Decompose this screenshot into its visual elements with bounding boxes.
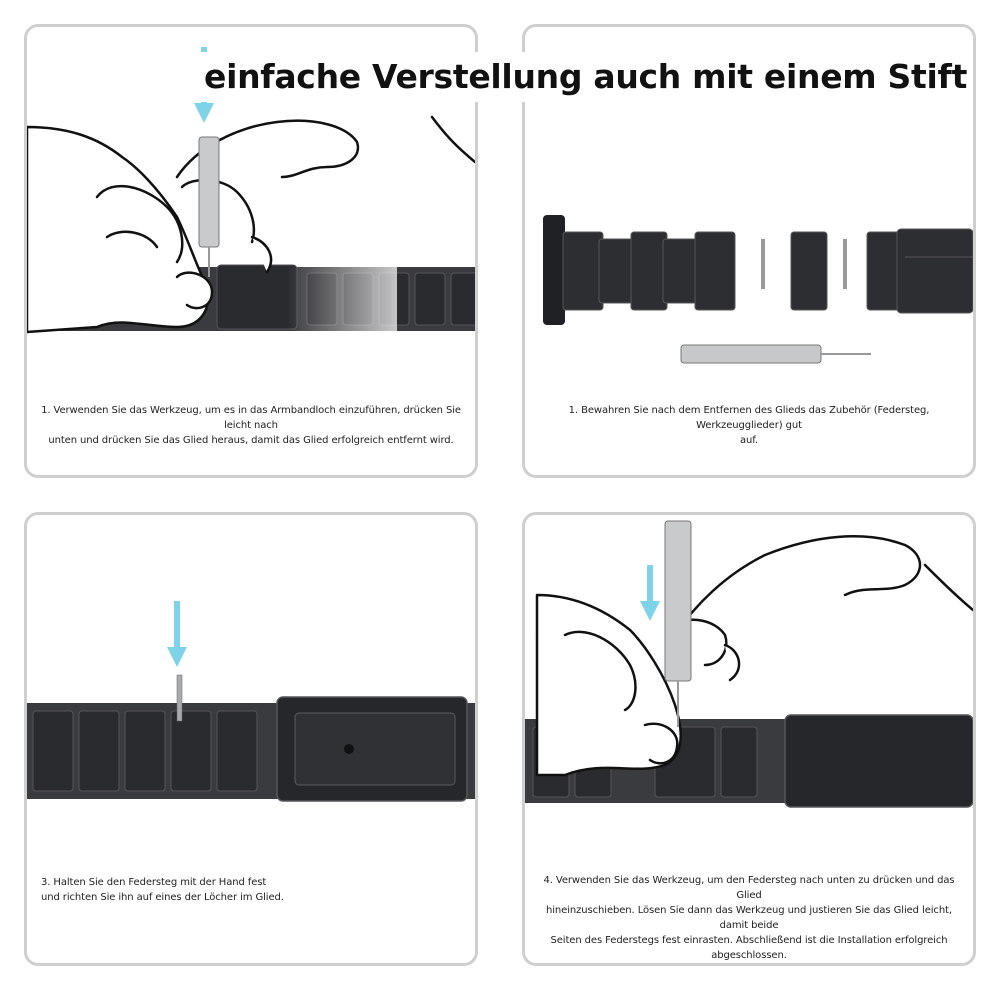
- bracelet-clasp: [277, 697, 467, 801]
- bracelet-links-left: [563, 232, 735, 310]
- step-1-caption: [37, 403, 465, 448]
- caption-line: Seiten des Federstegs fest einrasten. Abschließend ist die Installation erfolgreich: [550, 935, 948, 946]
- down-arrow-icon: [167, 601, 187, 667]
- caption-line: und richten Sie ihn auf eines der Löcher im Glied.: [41, 892, 284, 903]
- caption-line: 1. Verwenden Sie das Werkzeug, um es in das Armbandloch einzuführen, drücken Sie leicht nach: [41, 405, 461, 431]
- caption-line: hineinzuschieben. Lösen Sie dann das Werkzeug und justieren Sie das Glied leicht, damit beide: [546, 905, 952, 931]
- pin-tool: [199, 137, 219, 277]
- caption-line: 3. Halten Sie den Federsteg mit der Hand fest: [41, 877, 267, 888]
- caption-line: auf.: [739, 435, 759, 446]
- caption-line: abgeschlossen.: [711, 950, 787, 961]
- bracelet-clasp: [785, 715, 973, 807]
- caption-line: 4. Verwenden Sie das Werkzeug, um den Federsteg nach unten zu drücken und das Glied: [543, 875, 955, 901]
- caption-line: 1. Bewahren Sie nach dem Entfernen des Glieds das Zubehör (Federsteg, Werkzeugglieder) gut: [568, 405, 930, 431]
- bracelet-clasp: [867, 229, 973, 313]
- pin-tool: [681, 345, 871, 363]
- step-4-panel: [522, 512, 976, 966]
- watch-connector: [543, 215, 565, 325]
- removed-link: [791, 232, 827, 310]
- step-3-panel: [24, 512, 478, 966]
- caption-line: unten und drücken Sie das Glied heraus, damit das Glied erfolgreich entfernt wird.: [48, 435, 454, 446]
- step-3-caption: [41, 875, 465, 905]
- step-4-caption: [535, 873, 963, 963]
- page-title: einfache Verstellung auch mit einem Stift: [198, 52, 910, 102]
- bracelet-strip: [27, 697, 475, 801]
- step-2-caption: [535, 403, 963, 448]
- spring-bar: [177, 675, 182, 721]
- down-arrow-icon: [640, 565, 660, 621]
